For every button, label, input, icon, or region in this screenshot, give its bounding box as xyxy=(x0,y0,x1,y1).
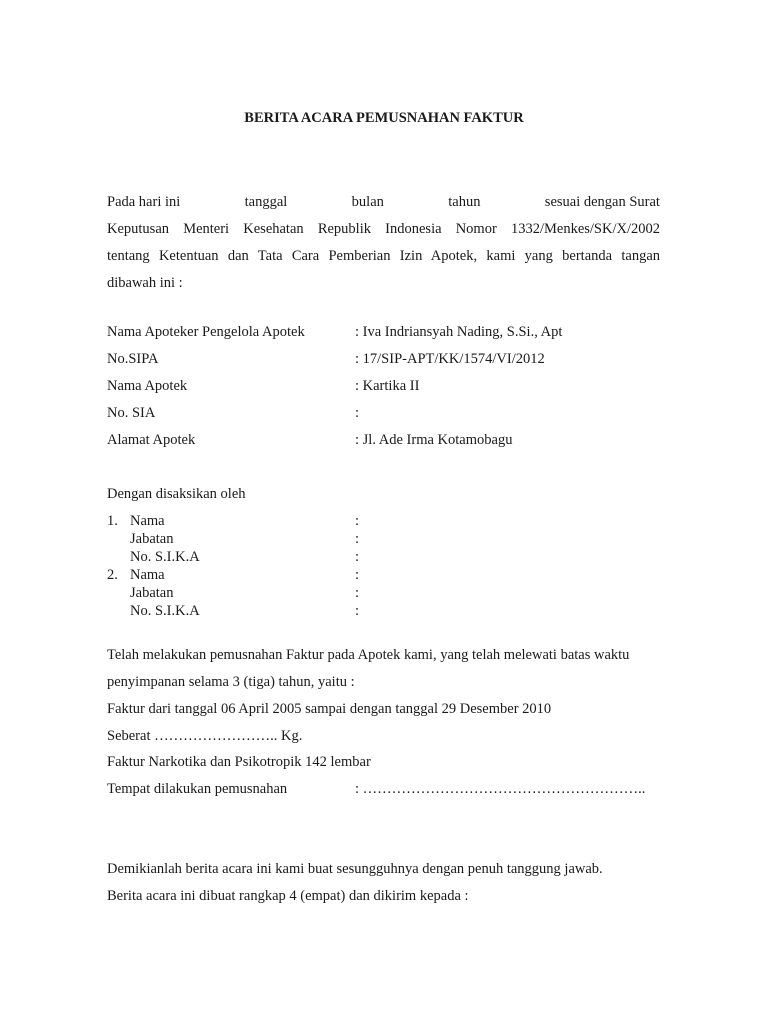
witness-number: 1. xyxy=(107,513,118,529)
witness-colon: : xyxy=(355,549,360,565)
field-row-nama-apotek xyxy=(107,376,419,396)
witness-label: No. S.I.K.A xyxy=(130,549,200,565)
document-title: BERITA ACARA PEMUSNAHAN FAKTUR xyxy=(244,110,524,126)
closing-line-2: Berita acara ini dibuat rangkap 4 (empat) dan dikirim kepada : xyxy=(107,888,469,904)
field-value: : Jl. Ade Irma Kotamobagu xyxy=(355,432,513,448)
witness-heading: Dengan disaksikan oleh xyxy=(107,486,246,502)
intro-paragraph xyxy=(107,189,660,297)
field-value: : Kartika II xyxy=(355,378,420,394)
witness-label: Nama xyxy=(130,567,165,583)
witness-label: Jabatan xyxy=(130,531,174,547)
field-label: No. SIA xyxy=(107,405,156,421)
intro-word: bulan xyxy=(351,194,384,210)
intro-word: Pada hari ini xyxy=(107,194,181,210)
intro-word: tahun xyxy=(448,194,481,210)
faktur-range: Faktur dari tanggal 06 April 2005 sampai dengan tanggal 29 Desember 2010 xyxy=(107,701,552,717)
witness-row xyxy=(107,602,359,620)
place-row xyxy=(107,779,645,799)
field-label: Alamat Apotek xyxy=(107,432,196,448)
witness-colon: : xyxy=(355,513,360,529)
intro-line-4: dibawah ini : xyxy=(107,275,183,291)
field-value: : Iva Indriansyah Nading, S.Si., Apt xyxy=(355,324,563,340)
place-label: Tempat dilakukan pemusnahan xyxy=(107,781,288,797)
closing-line-1: Demikianlah berita acara ini kami buat sesungguhnya dengan penuh tanggung jawab. xyxy=(107,861,603,877)
witness-number: 2. xyxy=(107,567,118,583)
place-value: : ………………………………………………….. xyxy=(355,781,646,797)
field-label: Nama Apotek xyxy=(107,378,188,394)
statement-line-1: Telah melakukan pemusnahan Faktur pada Apotek kami, yang telah melewati batas waktu xyxy=(107,647,630,663)
witness-row xyxy=(107,548,359,566)
witness-colon: : xyxy=(355,531,360,547)
witness-colon: : xyxy=(355,585,360,601)
field-value: : 17/SIP-APT/KK/1574/VI/2012 xyxy=(355,351,545,367)
witness-label: No. S.I.K.A xyxy=(130,603,200,619)
field-label: Nama Apoteker Pengelola Apotek xyxy=(107,324,305,340)
weight-line: Seberat …………………….. Kg. xyxy=(107,728,303,744)
field-row-apoteker xyxy=(107,322,562,342)
witness-row xyxy=(107,530,359,548)
field-row-sipa xyxy=(107,349,545,369)
intro-line-1 xyxy=(107,189,660,216)
intro-word: tanggal xyxy=(244,194,288,210)
narkotika-line: Faktur Narkotika dan Psikotropik 142 lembar xyxy=(107,754,371,770)
field-row-alamat xyxy=(107,430,512,450)
witness-colon: : xyxy=(355,603,360,619)
witness-colon: : xyxy=(355,567,360,583)
witness-label: Nama xyxy=(130,513,165,529)
witness-row xyxy=(107,512,359,530)
witness-row xyxy=(107,584,359,602)
field-value: : xyxy=(355,405,360,421)
intro-line-2: Keputusan Menteri Kesehatan Republik Indonesia Nomor 1332/Menkes/SK/X/2002 xyxy=(107,221,660,237)
field-row-sia xyxy=(107,403,359,423)
witness-row xyxy=(107,566,359,584)
statement-line-2: penyimpanan selama 3 (tiga) tahun, yaitu : xyxy=(107,674,355,690)
intro-word: sesuai dengan Surat xyxy=(544,194,660,210)
intro-line-3: tentang Ketentuan dan Tata Cara Pemberian Izin Apotek, kami yang bertanda tangan xyxy=(107,248,660,264)
witness-label: Jabatan xyxy=(130,585,174,601)
field-label: No.SIPA xyxy=(107,351,159,367)
